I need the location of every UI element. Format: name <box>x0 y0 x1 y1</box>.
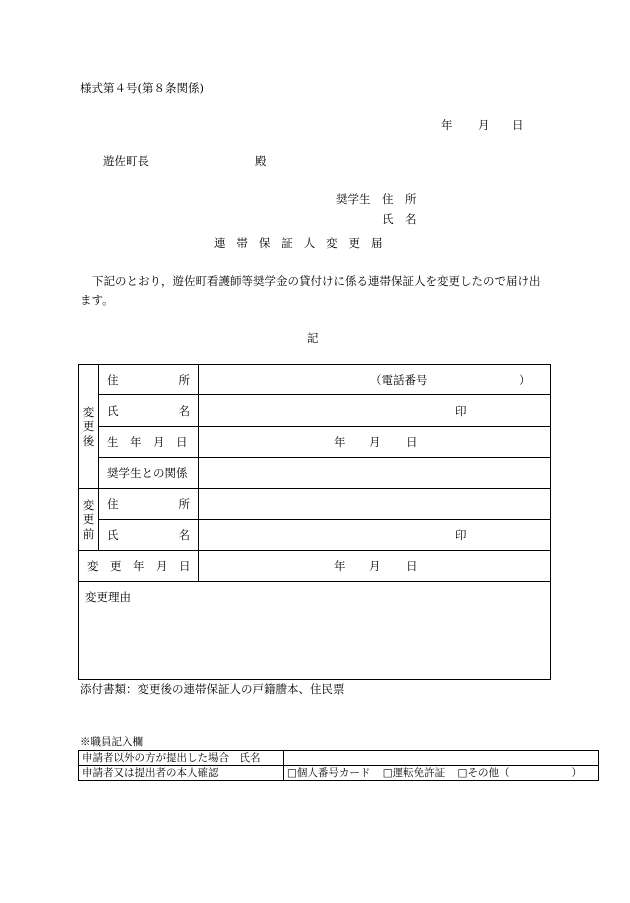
birth-day-unit: 日 <box>406 435 418 449</box>
birth-year-unit: 年 <box>334 435 346 449</box>
after-name-label: 氏 名 <box>99 395 199 427</box>
before-seal-mark: 印 <box>455 528 467 542</box>
phone-open-label: （電話番号 <box>370 372 428 387</box>
birthdate-field[interactable] <box>199 427 551 458</box>
before-address-label: 住 所 <box>99 489 199 520</box>
checkbox-other[interactable]: □その他（ <box>457 767 510 779</box>
after-change-group-label: 変 更 後 <box>79 365 99 489</box>
document-title: 連帯保証人変更届 <box>214 236 394 250</box>
relation-label: 奨学生との関係 <box>99 458 199 489</box>
change-month-unit: 月 <box>369 559 381 573</box>
addressee-name: 遊佐町長 <box>103 154 149 168</box>
before-change-group-label: 変 更 前 <box>79 489 99 551</box>
addressee-honorific: 殿 <box>255 154 267 168</box>
checkbox-mynumber-card[interactable]: □個人番号カード <box>287 767 371 779</box>
body-text-line2: ます。 <box>80 293 114 307</box>
change-day-unit: 日 <box>406 559 418 573</box>
applicant-address-label: 住 所 <box>382 192 417 206</box>
staff-section-title: ※職員記入欄 <box>80 736 143 748</box>
record-label: 記 <box>307 331 319 345</box>
other-close-paren: ） <box>571 767 582 779</box>
before-address-field[interactable] <box>199 489 551 520</box>
change-year-unit: 年 <box>334 559 346 573</box>
after-seal-mark: 印 <box>455 403 467 418</box>
change-date-field[interactable] <box>199 551 551 582</box>
after-address-label: 住 所 <box>99 365 199 395</box>
staff-entry-table <box>78 750 599 781</box>
after-address-field[interactable] <box>199 365 551 395</box>
guarantor-change-table <box>78 364 551 680</box>
date-day: 日 <box>512 118 524 132</box>
staff-row1-field[interactable] <box>284 751 599 766</box>
body-text-line1: 下記のとおり，遊佐町看護師等奨学金の貸付けに係る連帯保証人を変更したので届け出 <box>92 274 541 288</box>
change-date-label: 変 更 年 月 日 <box>79 551 199 582</box>
date-month: 月 <box>478 118 490 132</box>
change-reason-label: 変更理由 <box>85 590 131 604</box>
relation-field[interactable] <box>199 458 551 489</box>
before-name-label: 氏 名 <box>99 520 199 551</box>
staff-row2-options <box>284 766 599 781</box>
applicant-role: 奨学生 <box>336 192 371 206</box>
phone-close-label: ） <box>519 372 531 387</box>
checkbox-drivers-license[interactable]: □運転免許証 <box>382 767 446 779</box>
birthdate-label: 生 年 月 日 <box>99 427 199 458</box>
birth-month-unit: 月 <box>369 435 381 449</box>
attachments-note: 添付書類：変更後の連帯保証人の戸籍謄本、住民票 <box>80 682 345 696</box>
change-reason-field[interactable] <box>79 582 551 680</box>
before-name-field[interactable] <box>199 520 551 551</box>
staff-row2-label: 申請者又は提出者の本人確認 <box>79 766 284 781</box>
date-year: 年 <box>441 118 453 132</box>
after-name-field[interactable] <box>199 395 551 427</box>
applicant-name-label: 氏 名 <box>382 212 417 226</box>
staff-row1-label: 申請者以外の方が提出した場合 氏名 <box>79 751 284 766</box>
form-number: 様式第４号(第８条関係) <box>80 81 204 95</box>
